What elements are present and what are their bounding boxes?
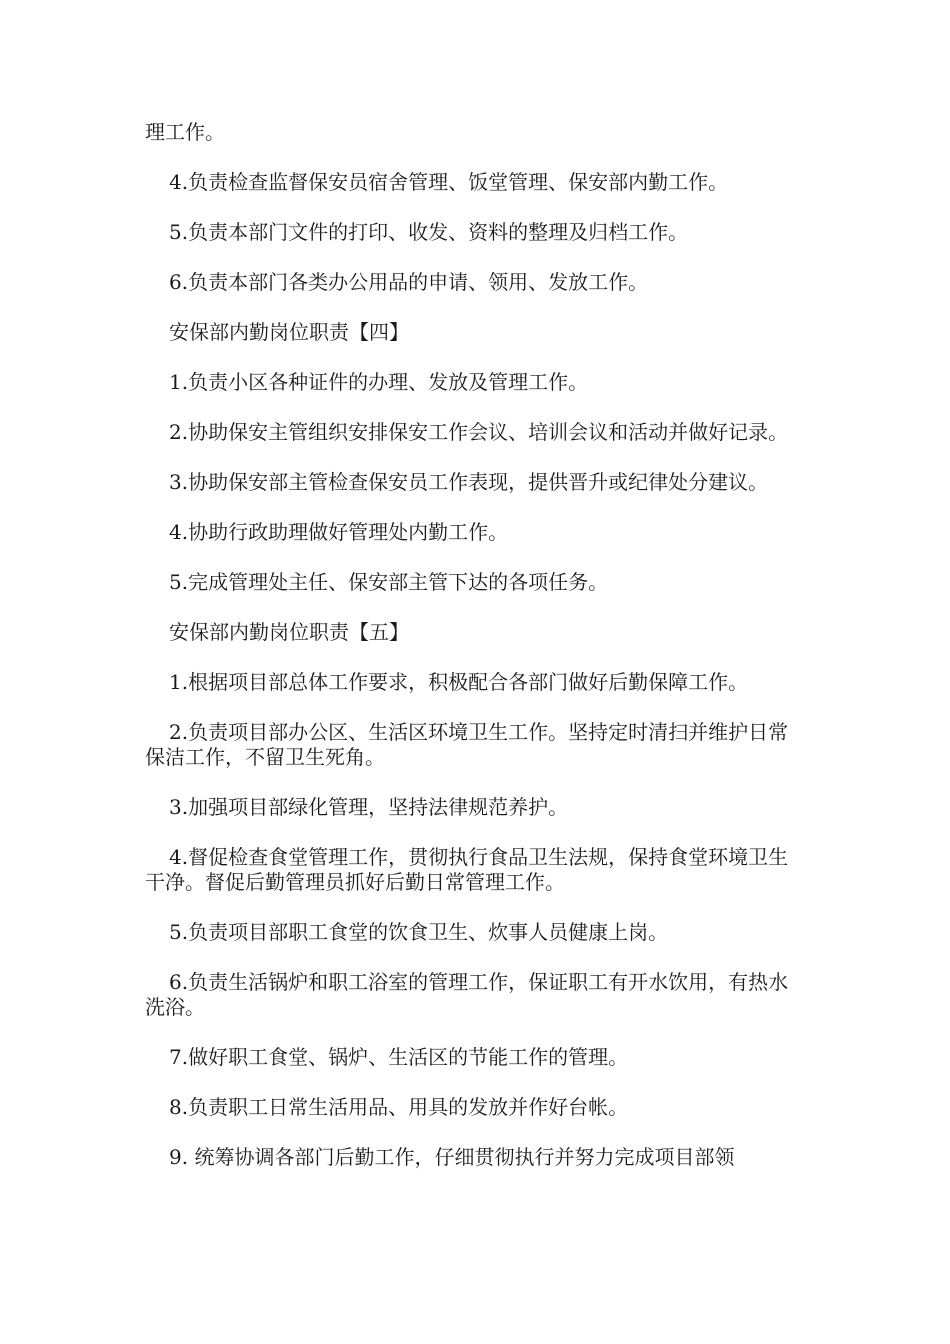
- section5-item-6: 6.负责生活锅炉和职工浴室的管理工作，保证职工有开水饮用，有热水洗浴。: [145, 970, 789, 1019]
- section5-item-5: 5.负责项目部职工食堂的饮食卫生、炊事人员健康上岗。: [169, 920, 669, 944]
- document-body: [145, 120, 805, 1195]
- section5-item-1: 1.根据项目部总体工作要求，积极配合各部门做好后勤保障工作。: [169, 670, 749, 694]
- section5-item-2: 2.负责项目部办公区、生活区环境卫生工作。坚持定时清扫并维护日常保洁工作，不留卫生死角。: [145, 720, 789, 769]
- paragraph-continuation: 理工作。: [145, 120, 225, 144]
- section4-item-4: 4.协助行政助理做好管理处内勤工作。: [169, 520, 509, 544]
- section4-item-2: 2.协助保安主管组织安排保安工作会议、培训会议和活动并做好记录。: [169, 420, 789, 444]
- section-heading-5: 安保部内勤岗位职责【五】: [169, 620, 409, 644]
- section-heading-4: 安保部内勤岗位职责【四】: [169, 320, 409, 344]
- section4-item-5: 5.完成管理处主任、保安部主管下达的各项任务。: [169, 570, 609, 594]
- section5-item-7: 7.做好职工食堂、锅炉、生活区的节能工作的管理。: [169, 1045, 629, 1069]
- section5-item-4: 4.督促检查食堂管理工作，贯彻执行食品卫生法规，保持食堂环境卫生干净。督促后勤管理员抓好后勤日常管理工作。: [145, 845, 789, 894]
- section5-item-8: 8.负责职工日常生活用品、用具的发放并作好台帐。: [169, 1095, 629, 1119]
- section4-item-1: 1.负责小区各种证件的办理、发放及管理工作。: [169, 370, 589, 394]
- paragraph-item-4: 4.负责检查监督保安员宿舍管理、饭堂管理、保安部内勤工作。: [169, 170, 729, 194]
- paragraph-item-6: 6.负责本部门各类办公用品的申请、领用、发放工作。: [169, 270, 649, 294]
- paragraph-item-5: 5.负责本部门文件的打印、收发、资料的整理及归档工作。: [169, 220, 689, 244]
- section4-item-3: 3.协助保安部主管检查保安员工作表现，提供晋升或纪律处分建议。: [169, 470, 769, 494]
- section5-item-9: 9. 统筹协调各部门后勤工作，仔细贯彻执行并努力完成项目部领: [169, 1145, 735, 1169]
- section5-item-3: 3.加强项目部绿化管理，坚持法律规范养护。: [169, 795, 569, 819]
